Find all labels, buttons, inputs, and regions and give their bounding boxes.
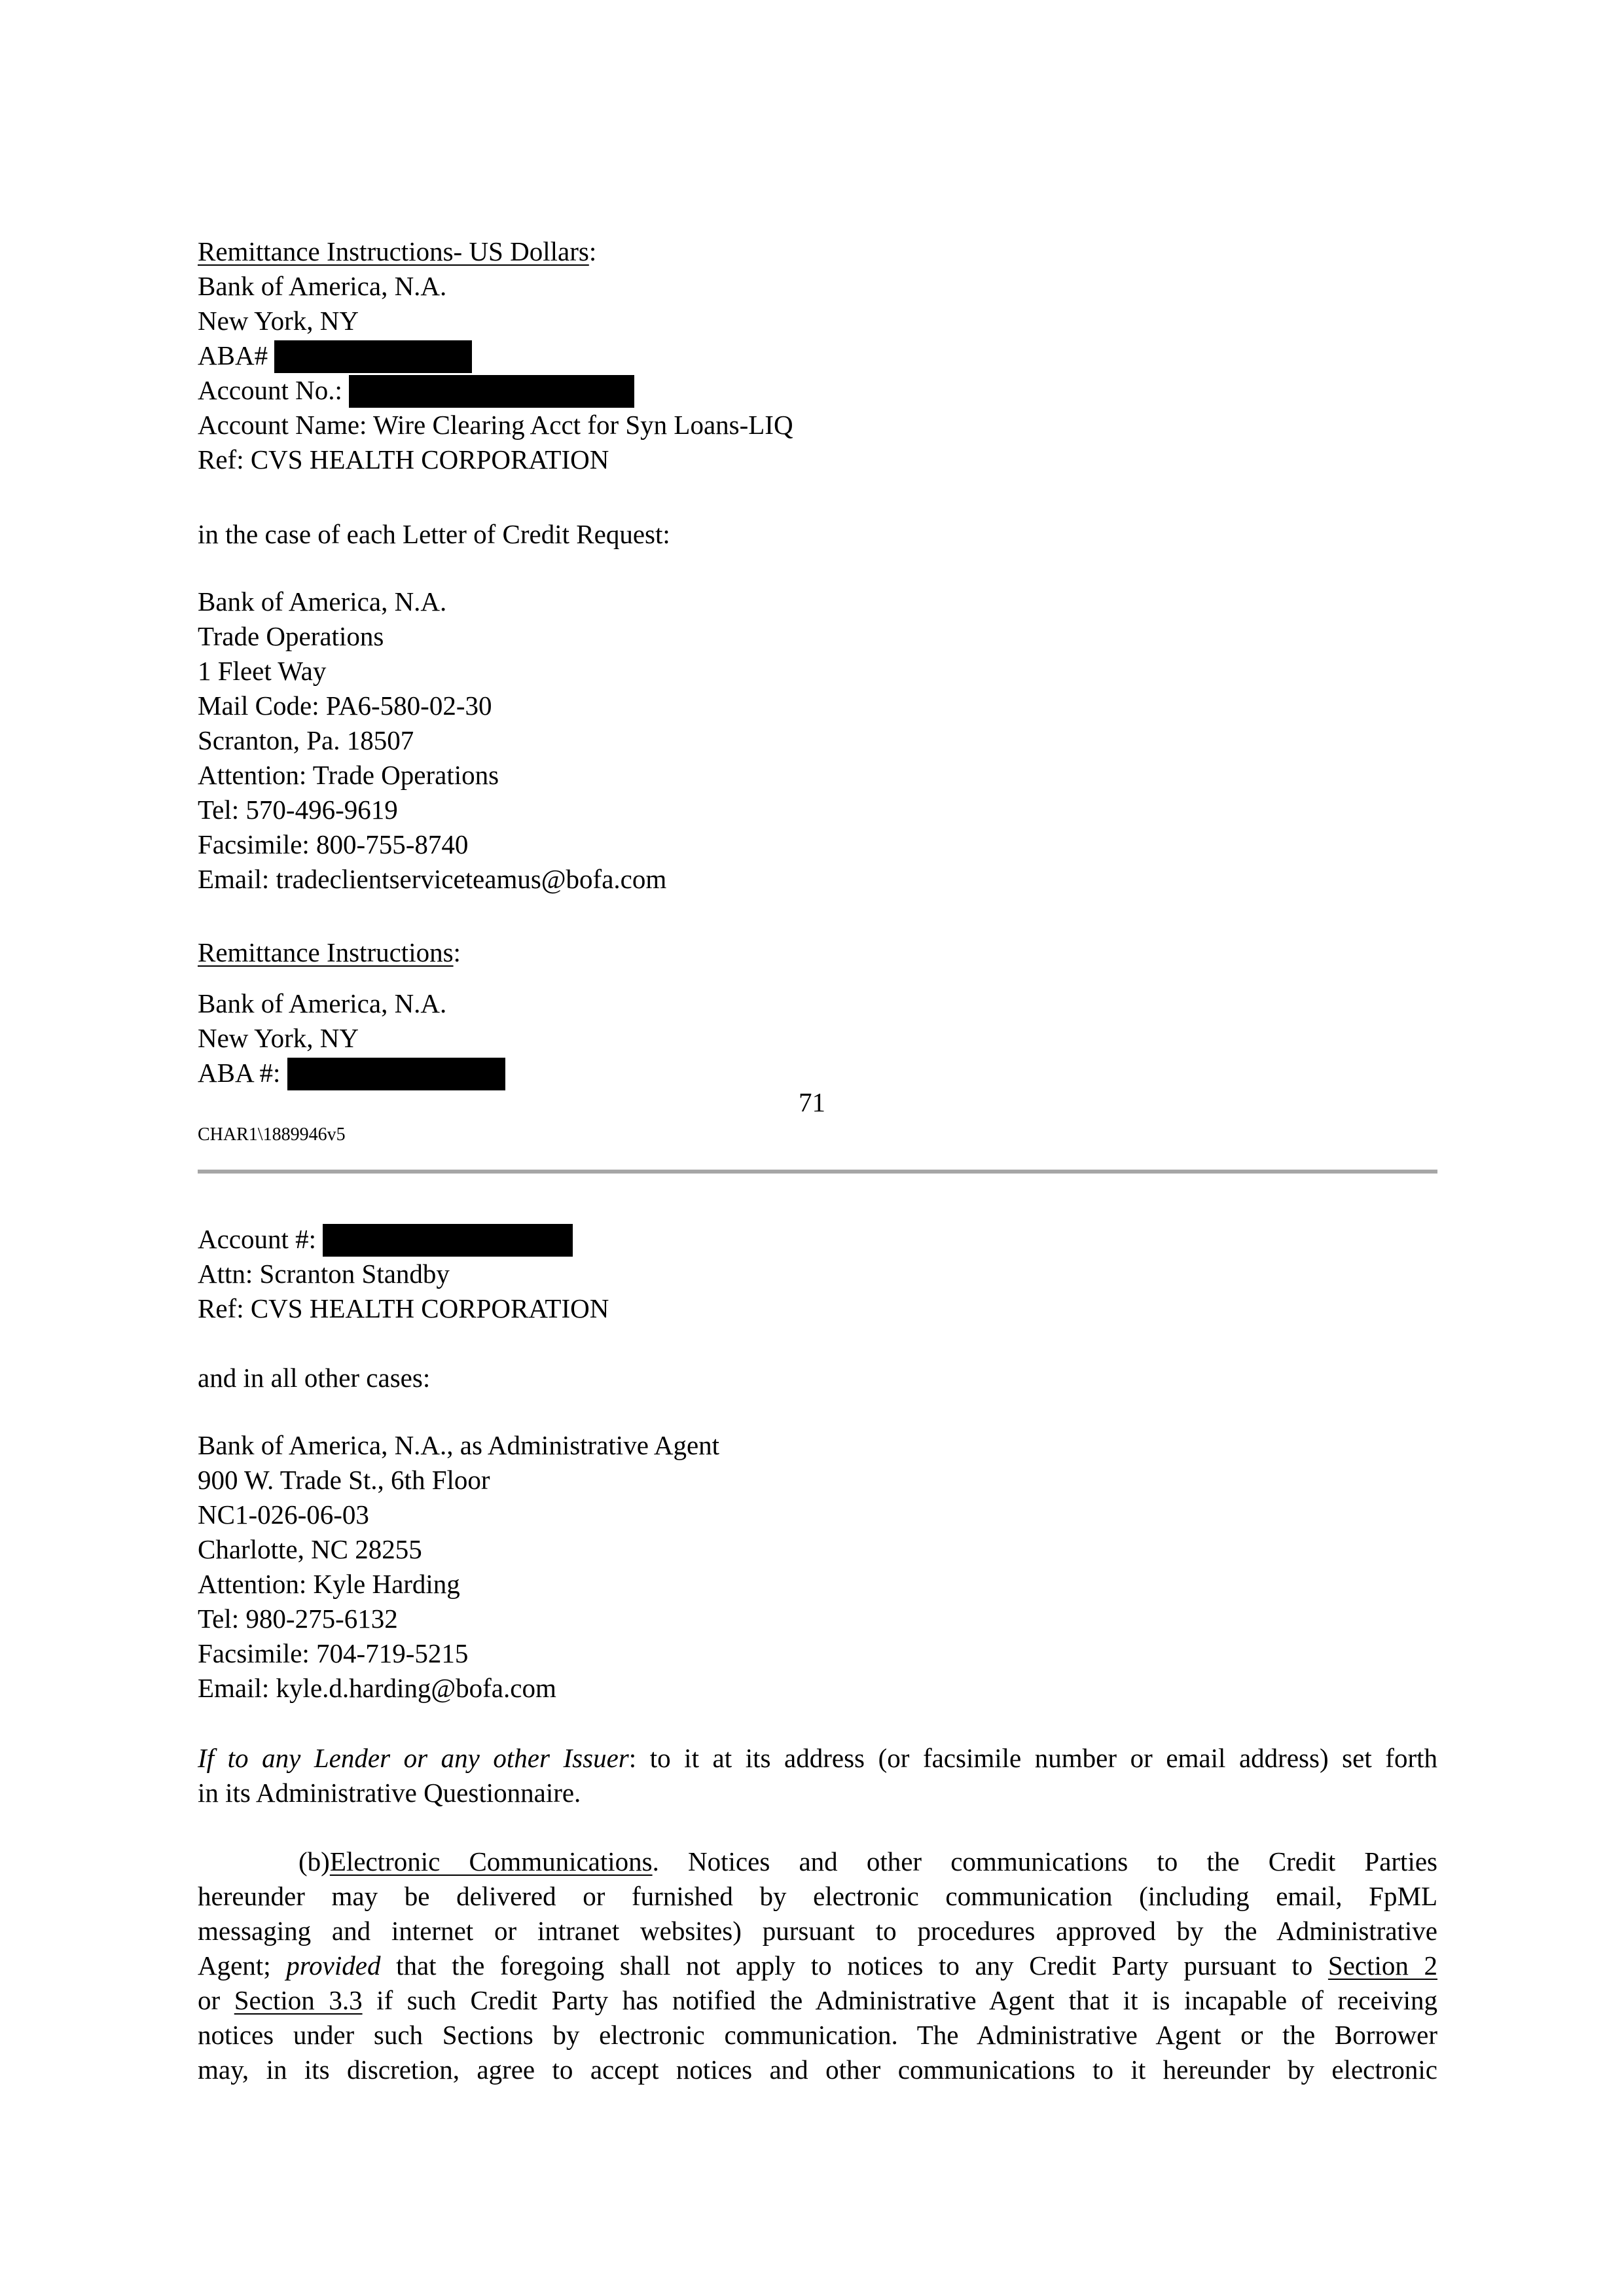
remittance-usd-heading: Remittance Instructions- US Dollars <box>198 236 589 266</box>
lender-paragraph: If to any Lender or any other Issuer: to it at its address (or facsimile number or email address) set forth in its Administrative Questionnaire. <box>198 1743 1437 1808</box>
remittance-usd-block <box>198 234 793 477</box>
page-divider <box>198 1170 1437 1174</box>
aba-line: ABA# <box>198 338 793 373</box>
redaction-bar <box>349 375 634 408</box>
address-line: Trade Operations <box>198 621 384 651</box>
other-cases-intro: and in all other cases: <box>198 1363 431 1393</box>
section-3-3-link[interactable]: Section 3.3 <box>234 1985 363 2015</box>
email-line: Email: kyle.d.harding@bofa.com <box>198 1673 556 1703</box>
address-line: Bank of America, N.A., as Administrative Agent <box>198 1430 720 1460</box>
remittance-heading: Remittance Instructions <box>198 937 454 967</box>
account-block <box>198 1222 609 1326</box>
reference: Ref: CVS HEALTH CORPORATION <box>198 444 609 475</box>
bank-city: New York, NY <box>198 1023 359 1053</box>
redaction-bar <box>323 1224 573 1257</box>
bank-name: Bank of America, N.A. <box>198 271 447 301</box>
address-line: 1 Fleet Way <box>198 656 327 686</box>
account-name: Account Name: Wire Clearing Acct for Syn Loans-LIQ <box>198 410 793 440</box>
email-line: Email: tradeclientserviceteamus@bofa.com <box>198 864 667 894</box>
aba-line: ABA #: <box>198 1056 505 1090</box>
address-line: Facsimile: 704-719-5215 <box>198 1638 469 1668</box>
remittance-block <box>198 986 505 1090</box>
account-line: Account #: <box>198 1222 609 1257</box>
address-line: Bank of America, N.A. <box>198 586 447 617</box>
redaction-bar <box>287 1058 505 1090</box>
document-id: CHAR1\1889946v5 <box>198 1124 346 1145</box>
electronic-communications-heading: Electronic Communications <box>329 1846 653 1876</box>
bank-name: Bank of America, N.A. <box>198 988 447 1018</box>
address-line: Facsimile: 800-755-8740 <box>198 829 469 859</box>
address-line: Tel: 570-496-9619 <box>198 795 398 825</box>
address-line: 900 W. Trade St., 6th Floor <box>198 1465 490 1495</box>
electronic-communications-paragraph: (b)Electronic Communications. Notices and other communications to the Credit Parties hereunder may be delivered or furnished by electronic communication (including email, FpML messaging and internet or intranet websites) pursuant to procedures approved by the Administrative Agent; provided that the foregoing shall not apply to notices to any Credit Party pursuant to Section 2 or Section 3.3 if such Credit Party has notified the Administrative Agent that it is incapable of receiving notices under such Sections by electronic communication. The Administrative Agent or the Borrower may, in its discretion, agree to accept notices and other communications to it hereunder by electronic <box>198 1846 1438 2085</box>
address-line: NC1-026-06-03 <box>198 1499 369 1530</box>
address-line: Tel: 980-275-6132 <box>198 1604 398 1634</box>
attn-line: Attn: Scranton Standby <box>198 1259 450 1289</box>
account-no-line: Account No.: <box>198 373 793 408</box>
lc-intro: in the case of each Letter of Credit Request: <box>198 519 670 549</box>
reference: Ref: CVS HEALTH CORPORATION <box>198 1293 609 1323</box>
page-number: 71 <box>799 1087 825 1117</box>
lc-address-block <box>198 584 666 897</box>
lender-lead: If to any Lender or any other Issuer <box>198 1743 629 1773</box>
redaction-bar <box>274 340 472 373</box>
admin-address-block <box>198 1428 719 1706</box>
address-line: Mail Code: PA6-580-02-30 <box>198 691 492 721</box>
address-line: Attention: Trade Operations <box>198 760 499 790</box>
section-2-link[interactable]: Section 2 <box>1327 1950 1438 1981</box>
address-line: Attention: Kyle Harding <box>198 1569 460 1599</box>
remittance-usd-heading-line: Remittance Instructions- US Dollars: <box>198 236 597 266</box>
address-line: Charlotte, NC 28255 <box>198 1534 422 1564</box>
bank-city: New York, NY <box>198 306 359 336</box>
remittance-heading-block: Remittance Instructions: <box>198 937 461 967</box>
address-line: Scranton, Pa. 18507 <box>198 725 414 755</box>
